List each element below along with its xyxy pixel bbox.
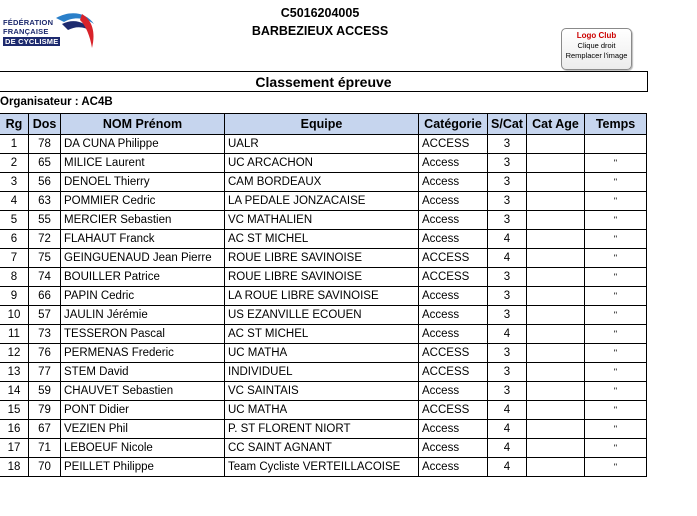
cell-scat: 3	[488, 173, 527, 192]
cell-scat: 3	[488, 287, 527, 306]
cell-temps: "	[585, 230, 647, 249]
organisateur: Organisateur : AC4B	[0, 96, 113, 108]
cell-dos: 66	[29, 287, 61, 306]
table-row	[0, 382, 647, 401]
table-row	[0, 211, 647, 230]
cell-dos: 76	[29, 344, 61, 363]
cell-nom: GEINGUENAUD Jean Pierre	[61, 249, 225, 268]
cell-rg: 4	[0, 192, 29, 211]
cell-scat: 3	[488, 268, 527, 287]
cell-dos: 74	[29, 268, 61, 287]
cell-scat: 3	[488, 344, 527, 363]
cell-dos: 78	[29, 135, 61, 154]
cell-nom: STEM David	[61, 363, 225, 382]
cell-dos: 59	[29, 382, 61, 401]
cell-rg: 6	[0, 230, 29, 249]
cell-dos: 67	[29, 420, 61, 439]
cell-equipe: US EZANVILLE ECOUEN	[225, 306, 419, 325]
cell-temps: "	[585, 154, 647, 173]
cell-nom: POMMIER Cedric	[61, 192, 225, 211]
cell-cat: Access	[419, 211, 488, 230]
table-row	[0, 401, 647, 420]
cell-cat: Access	[419, 439, 488, 458]
cell-scat: 4	[488, 420, 527, 439]
cell-temps: "	[585, 439, 647, 458]
table-row	[0, 420, 647, 439]
logo-club-title: Logo Club	[576, 31, 617, 40]
logo-club-line1: Clique droit	[577, 41, 616, 50]
cell-temps: "	[585, 268, 647, 287]
cell-cat: ACCESS	[419, 249, 488, 268]
cell-rg: 13	[0, 363, 29, 382]
cell-dos: 71	[29, 439, 61, 458]
cell-age	[527, 268, 585, 287]
col-temps: Temps	[585, 114, 647, 135]
cell-dos: 77	[29, 363, 61, 382]
cell-cat: Access	[419, 192, 488, 211]
cell-cat: ACCESS	[419, 363, 488, 382]
cell-scat: 4	[488, 249, 527, 268]
cell-scat: 4	[488, 230, 527, 249]
cell-temps: "	[585, 382, 647, 401]
cell-temps: "	[585, 325, 647, 344]
cell-rg: 9	[0, 287, 29, 306]
cell-dos: 70	[29, 458, 61, 477]
cell-nom: MERCIER Sebastien	[61, 211, 225, 230]
cell-dos: 56	[29, 173, 61, 192]
col-dos: Dos	[29, 114, 61, 135]
col-nom: NOM Prénom	[61, 114, 225, 135]
cell-cat: Access	[419, 420, 488, 439]
cell-nom: PAPIN Cedric	[61, 287, 225, 306]
cell-age	[527, 439, 585, 458]
cell-temps	[585, 135, 647, 154]
event-code: C5016204005	[280, 6, 360, 20]
cell-nom: DENOEL Thierry	[61, 173, 225, 192]
cell-age	[527, 211, 585, 230]
cell-scat: 3	[488, 154, 527, 173]
table-row	[0, 173, 647, 192]
col-scat: S/Cat	[488, 114, 527, 135]
cell-age	[527, 401, 585, 420]
cell-scat: 4	[488, 401, 527, 420]
cell-scat: 3	[488, 363, 527, 382]
table-row	[0, 458, 647, 477]
cell-cat: Access	[419, 173, 488, 192]
cell-temps: "	[585, 458, 647, 477]
cell-temps: "	[585, 192, 647, 211]
cell-rg: 18	[0, 458, 29, 477]
cell-temps: "	[585, 287, 647, 306]
cell-cat: ACCESS	[419, 268, 488, 287]
table-row	[0, 268, 647, 287]
cell-nom: MILICE Laurent	[61, 154, 225, 173]
cell-scat: 3	[488, 211, 527, 230]
cell-rg: 15	[0, 401, 29, 420]
table-row	[0, 249, 647, 268]
cell-equipe: UC MATHA	[225, 401, 419, 420]
section-title: Classement épreuve	[0, 71, 648, 92]
cell-nom: PEILLET Philippe	[61, 458, 225, 477]
col-categorie: Catégorie	[419, 114, 488, 135]
cell-equipe: ROUE LIBRE SAVINOISE	[225, 268, 419, 287]
cell-nom: TESSERON Pascal	[61, 325, 225, 344]
col-cat-age: Cat Age	[527, 114, 585, 135]
cell-temps: "	[585, 344, 647, 363]
cell-equipe: ROUE LIBRE SAVINOISE	[225, 249, 419, 268]
ffc-logo	[0, 8, 100, 54]
table-row	[0, 192, 647, 211]
cell-scat: 4	[488, 439, 527, 458]
cell-temps: "	[585, 401, 647, 420]
cell-age	[527, 344, 585, 363]
table-row	[0, 287, 647, 306]
col-equipe: Equipe	[225, 114, 419, 135]
logo-club-line2: Remplacer l'image	[565, 51, 628, 60]
cell-age	[527, 154, 585, 173]
cell-nom: VEZIEN Phil	[61, 420, 225, 439]
federation-line2: FRANÇAISE	[3, 27, 49, 36]
cell-dos: 55	[29, 211, 61, 230]
cell-cat: Access	[419, 287, 488, 306]
cell-age	[527, 382, 585, 401]
cell-scat: 3	[488, 135, 527, 154]
cell-rg: 14	[0, 382, 29, 401]
cell-age	[527, 173, 585, 192]
cell-rg: 3	[0, 173, 29, 192]
cell-cat: Access	[419, 382, 488, 401]
cell-equipe: Team Cycliste VERTEILLACOISE	[225, 458, 419, 477]
cell-dos: 57	[29, 306, 61, 325]
cell-temps: "	[585, 306, 647, 325]
cell-scat: 3	[488, 306, 527, 325]
cell-equipe: VC MATHALIEN	[225, 211, 419, 230]
cell-rg: 12	[0, 344, 29, 363]
cell-dos: 79	[29, 401, 61, 420]
cell-dos: 72	[29, 230, 61, 249]
cell-nom: DA CUNA Philippe	[61, 135, 225, 154]
cell-equipe: LA ROUE LIBRE SAVINOISE	[225, 287, 419, 306]
table-row	[0, 344, 647, 363]
cell-age	[527, 230, 585, 249]
table-row	[0, 325, 647, 344]
cell-age	[527, 458, 585, 477]
cell-rg: 1	[0, 135, 29, 154]
cell-rg: 7	[0, 249, 29, 268]
cell-age	[527, 249, 585, 268]
cell-age	[527, 192, 585, 211]
cell-rg: 10	[0, 306, 29, 325]
table-row	[0, 154, 647, 173]
header-row	[0, 114, 647, 135]
cell-rg: 8	[0, 268, 29, 287]
cell-scat: 3	[488, 382, 527, 401]
federation-line3: DE CYCLISME	[5, 37, 59, 46]
results-table	[0, 113, 647, 477]
cell-age	[527, 135, 585, 154]
cell-nom: JAULIN Jérémie	[61, 306, 225, 325]
cell-dos: 63	[29, 192, 61, 211]
cell-temps: "	[585, 363, 647, 382]
table-row	[0, 363, 647, 382]
cell-nom: FLAHAUT Franck	[61, 230, 225, 249]
cell-scat: 4	[488, 458, 527, 477]
cell-cat: Access	[419, 325, 488, 344]
cell-temps: "	[585, 173, 647, 192]
cell-age	[527, 325, 585, 344]
cell-nom: PERMENAS Frederic	[61, 344, 225, 363]
cell-nom: LEBOEUF Nicole	[61, 439, 225, 458]
cell-equipe: VC SAINTAIS	[225, 382, 419, 401]
cell-equipe: UC ARCACHON	[225, 154, 419, 173]
cell-scat: 4	[488, 325, 527, 344]
cell-rg: 5	[0, 211, 29, 230]
cell-cat: ACCESS	[419, 135, 488, 154]
table-row	[0, 306, 647, 325]
logo-club-button[interactable]	[561, 28, 632, 70]
cell-rg: 11	[0, 325, 29, 344]
event-title: BARBEZIEUX ACCESS	[251, 24, 389, 38]
cell-equipe: LA PEDALE JONZACAISE	[225, 192, 419, 211]
table-row	[0, 230, 647, 249]
cell-equipe: UC MATHA	[225, 344, 419, 363]
cell-cat: Access	[419, 230, 488, 249]
cell-rg: 16	[0, 420, 29, 439]
cell-temps: "	[585, 211, 647, 230]
cell-dos: 75	[29, 249, 61, 268]
cell-temps: "	[585, 420, 647, 439]
cell-scat: 3	[488, 192, 527, 211]
cell-cat: Access	[419, 458, 488, 477]
cell-rg: 17	[0, 439, 29, 458]
cell-temps: "	[585, 249, 647, 268]
cell-dos: 73	[29, 325, 61, 344]
cell-cat: Access	[419, 154, 488, 173]
cell-equipe: CAM BORDEAUX	[225, 173, 419, 192]
cell-nom: PONT Didier	[61, 401, 225, 420]
cell-equipe: UALR	[225, 135, 419, 154]
cell-nom: CHAUVET Sebastien	[61, 382, 225, 401]
cell-equipe: INDIVIDUEL	[225, 363, 419, 382]
cell-age	[527, 306, 585, 325]
cell-age	[527, 363, 585, 382]
federation-line1: FÉDÉRATION	[3, 18, 54, 27]
cell-equipe: CC SAINT AGNANT	[225, 439, 419, 458]
cell-equipe: P. ST FLORENT NIORT	[225, 420, 419, 439]
cell-dos: 65	[29, 154, 61, 173]
col-rg: Rg	[0, 114, 29, 135]
table-row	[0, 439, 647, 458]
cell-nom: BOUILLER Patrice	[61, 268, 225, 287]
cell-age	[527, 420, 585, 439]
cell-equipe: AC ST MICHEL	[225, 230, 419, 249]
cell-cat: ACCESS	[419, 401, 488, 420]
cell-cat: ACCESS	[419, 344, 488, 363]
cell-equipe: AC ST MICHEL	[225, 325, 419, 344]
cell-cat: Access	[419, 306, 488, 325]
cell-age	[527, 287, 585, 306]
table-row	[0, 135, 647, 154]
cell-rg: 2	[0, 154, 29, 173]
